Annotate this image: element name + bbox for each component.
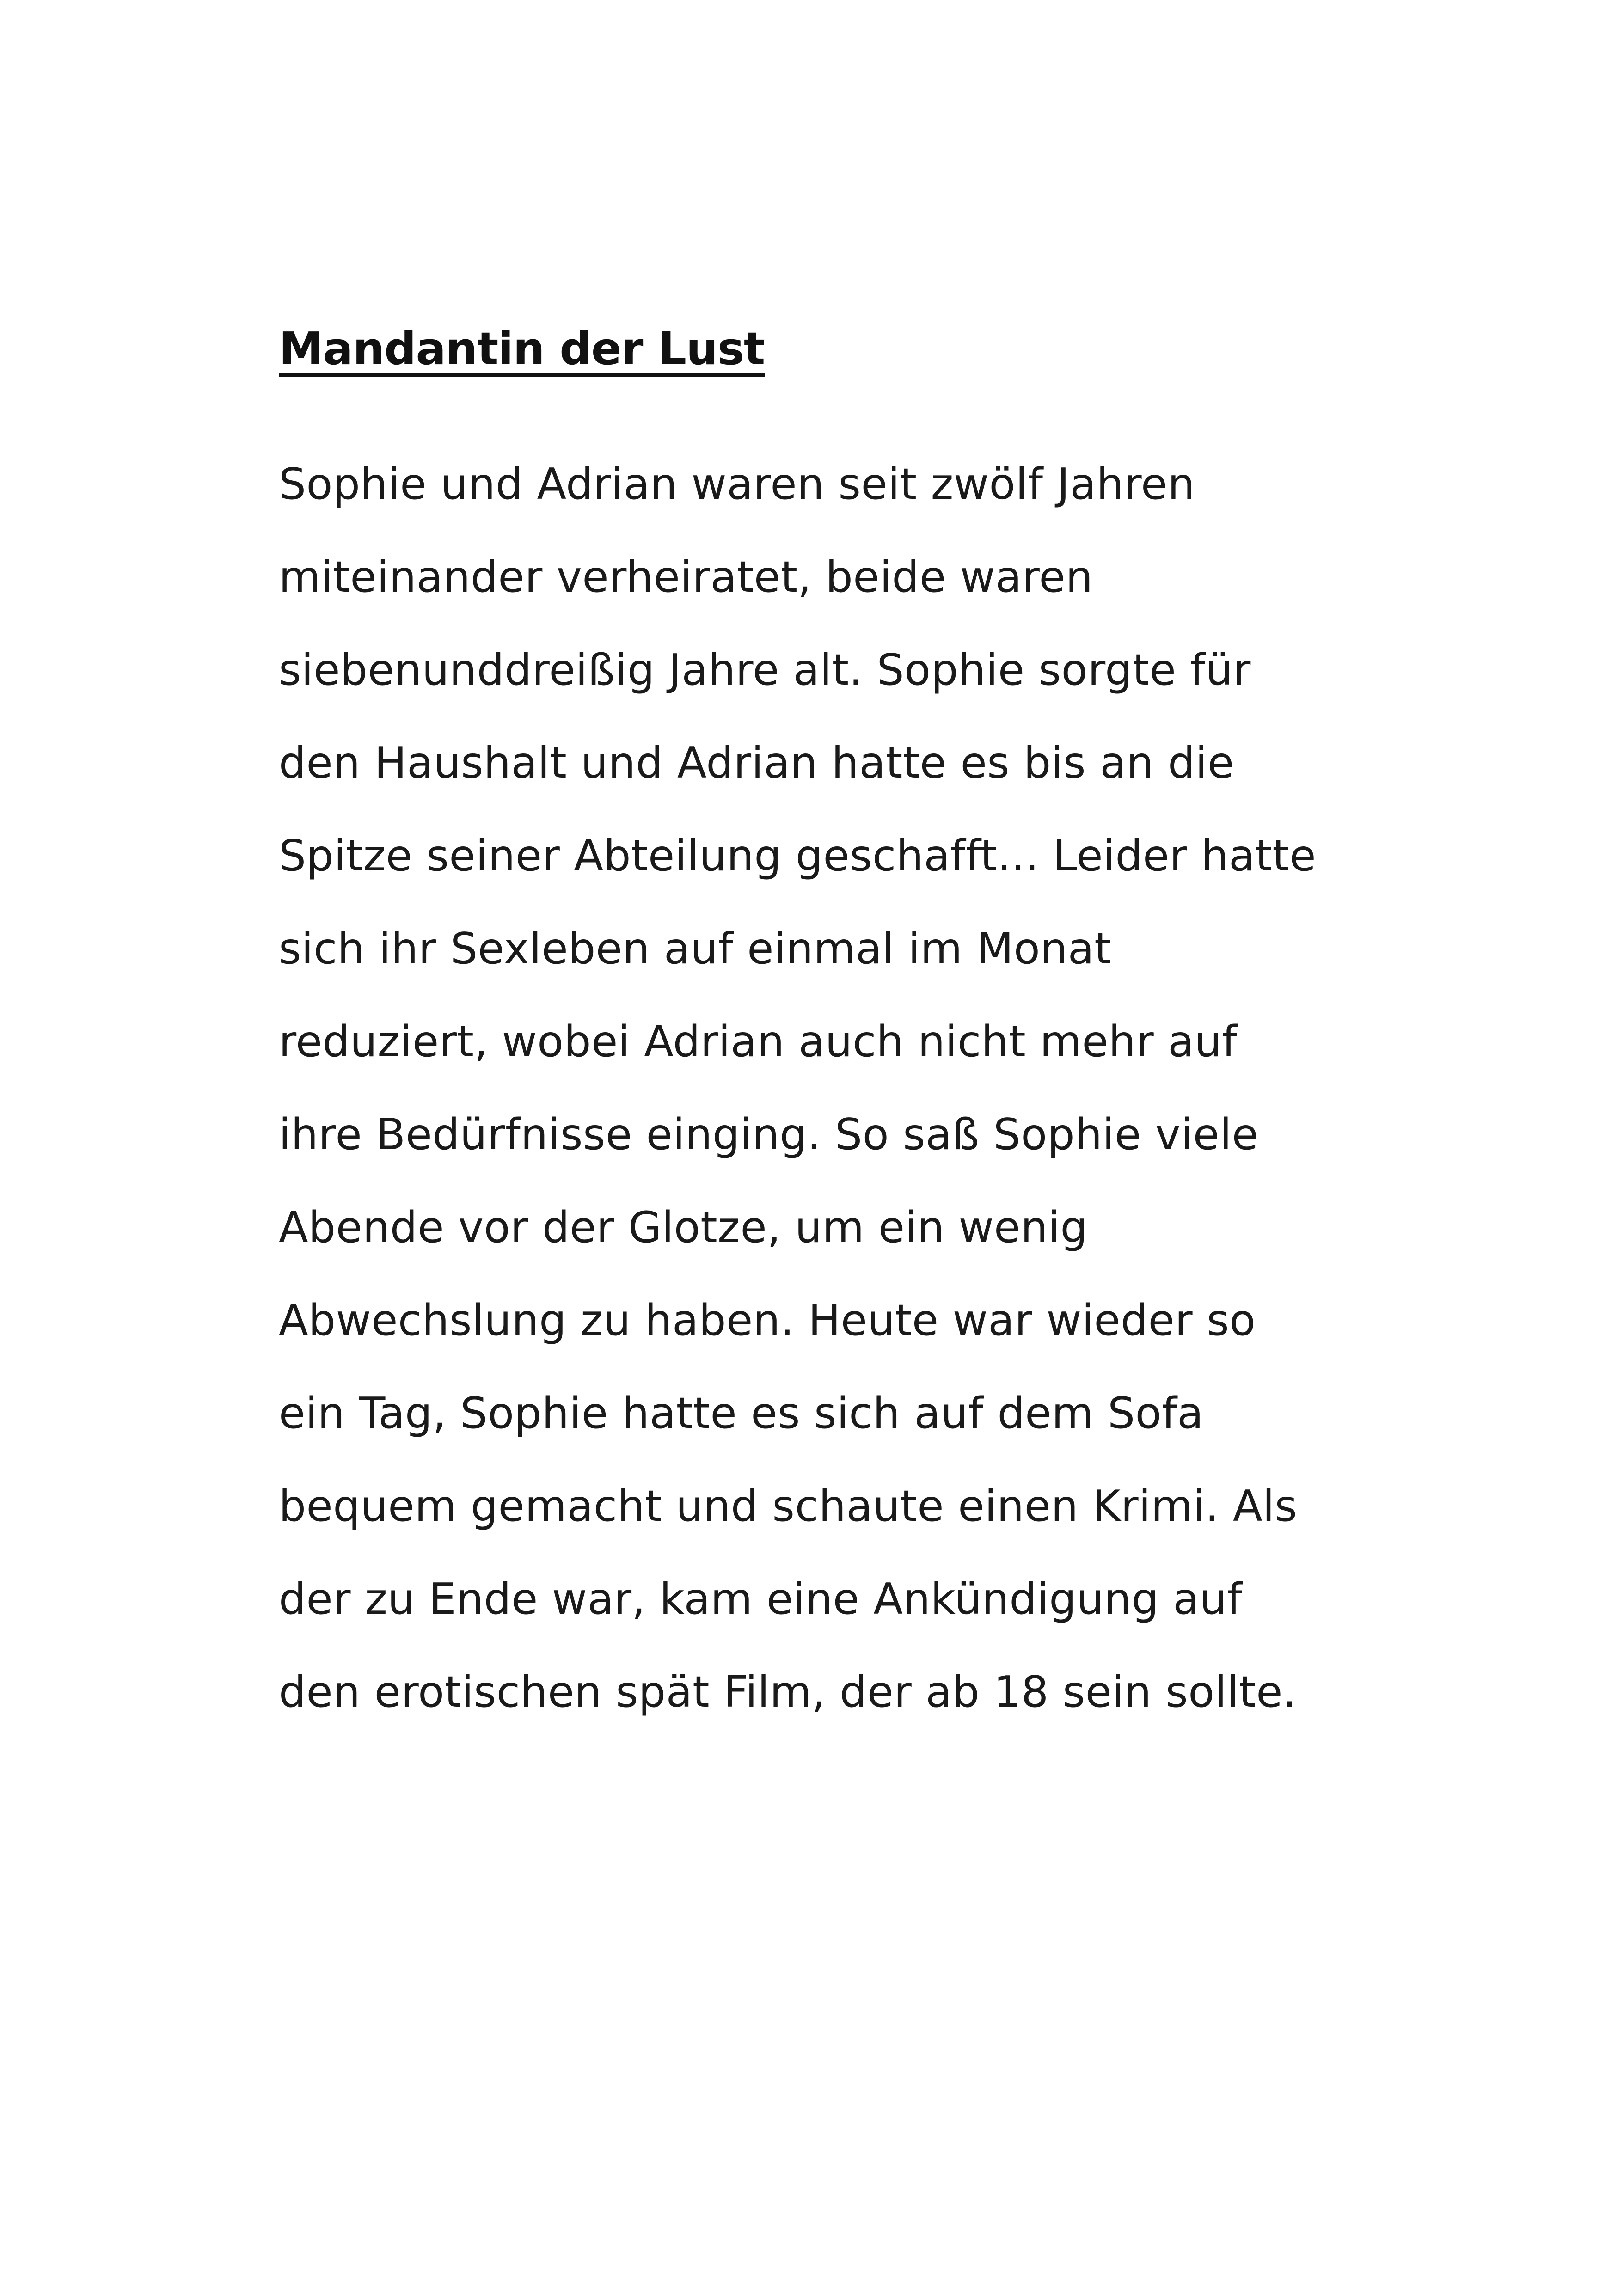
text-line: sich ihr Sexleben auf einmal im Monat <box>279 924 1112 974</box>
text-line: Abende vor der Glotze, um ein wenig <box>279 1202 1088 1252</box>
text-line: miteinander verheiratet, beide waren <box>279 552 1093 602</box>
text-line: Spitze seiner Abteilung geschafft... Leider hatte <box>279 831 1317 881</box>
text-line: ihre Bedürfnisse einging. So saß Sophie viele <box>279 1109 1259 1159</box>
text-line: ein Tag, Sophie hatte es sich auf dem Sofa <box>279 1388 1204 1438</box>
document-body <box>279 454 1388 1755</box>
text-line: bequem gemacht und schaute einen Krimi. Als <box>279 1481 1298 1531</box>
document-title: Mandantin der Lust <box>279 323 765 375</box>
text-line: Abwechslung zu haben. Heute war wieder so <box>279 1295 1256 1345</box>
text-line: Sophie und Adrian waren seit zwölf Jahren <box>279 459 1195 509</box>
text-line: den erotischen spät Film, der ab 18 sein sollte. <box>279 1667 1297 1717</box>
text-line: reduziert, wobei Adrian auch nicht mehr auf <box>279 1016 1238 1066</box>
text-line: siebenunddreißig Jahre alt. Sophie sorgte für <box>279 645 1251 695</box>
text-line: den Haushalt und Adrian hatte es bis an die <box>279 738 1234 788</box>
text-line: der zu Ende war, kam eine Ankündigung auf <box>279 1574 1243 1624</box>
